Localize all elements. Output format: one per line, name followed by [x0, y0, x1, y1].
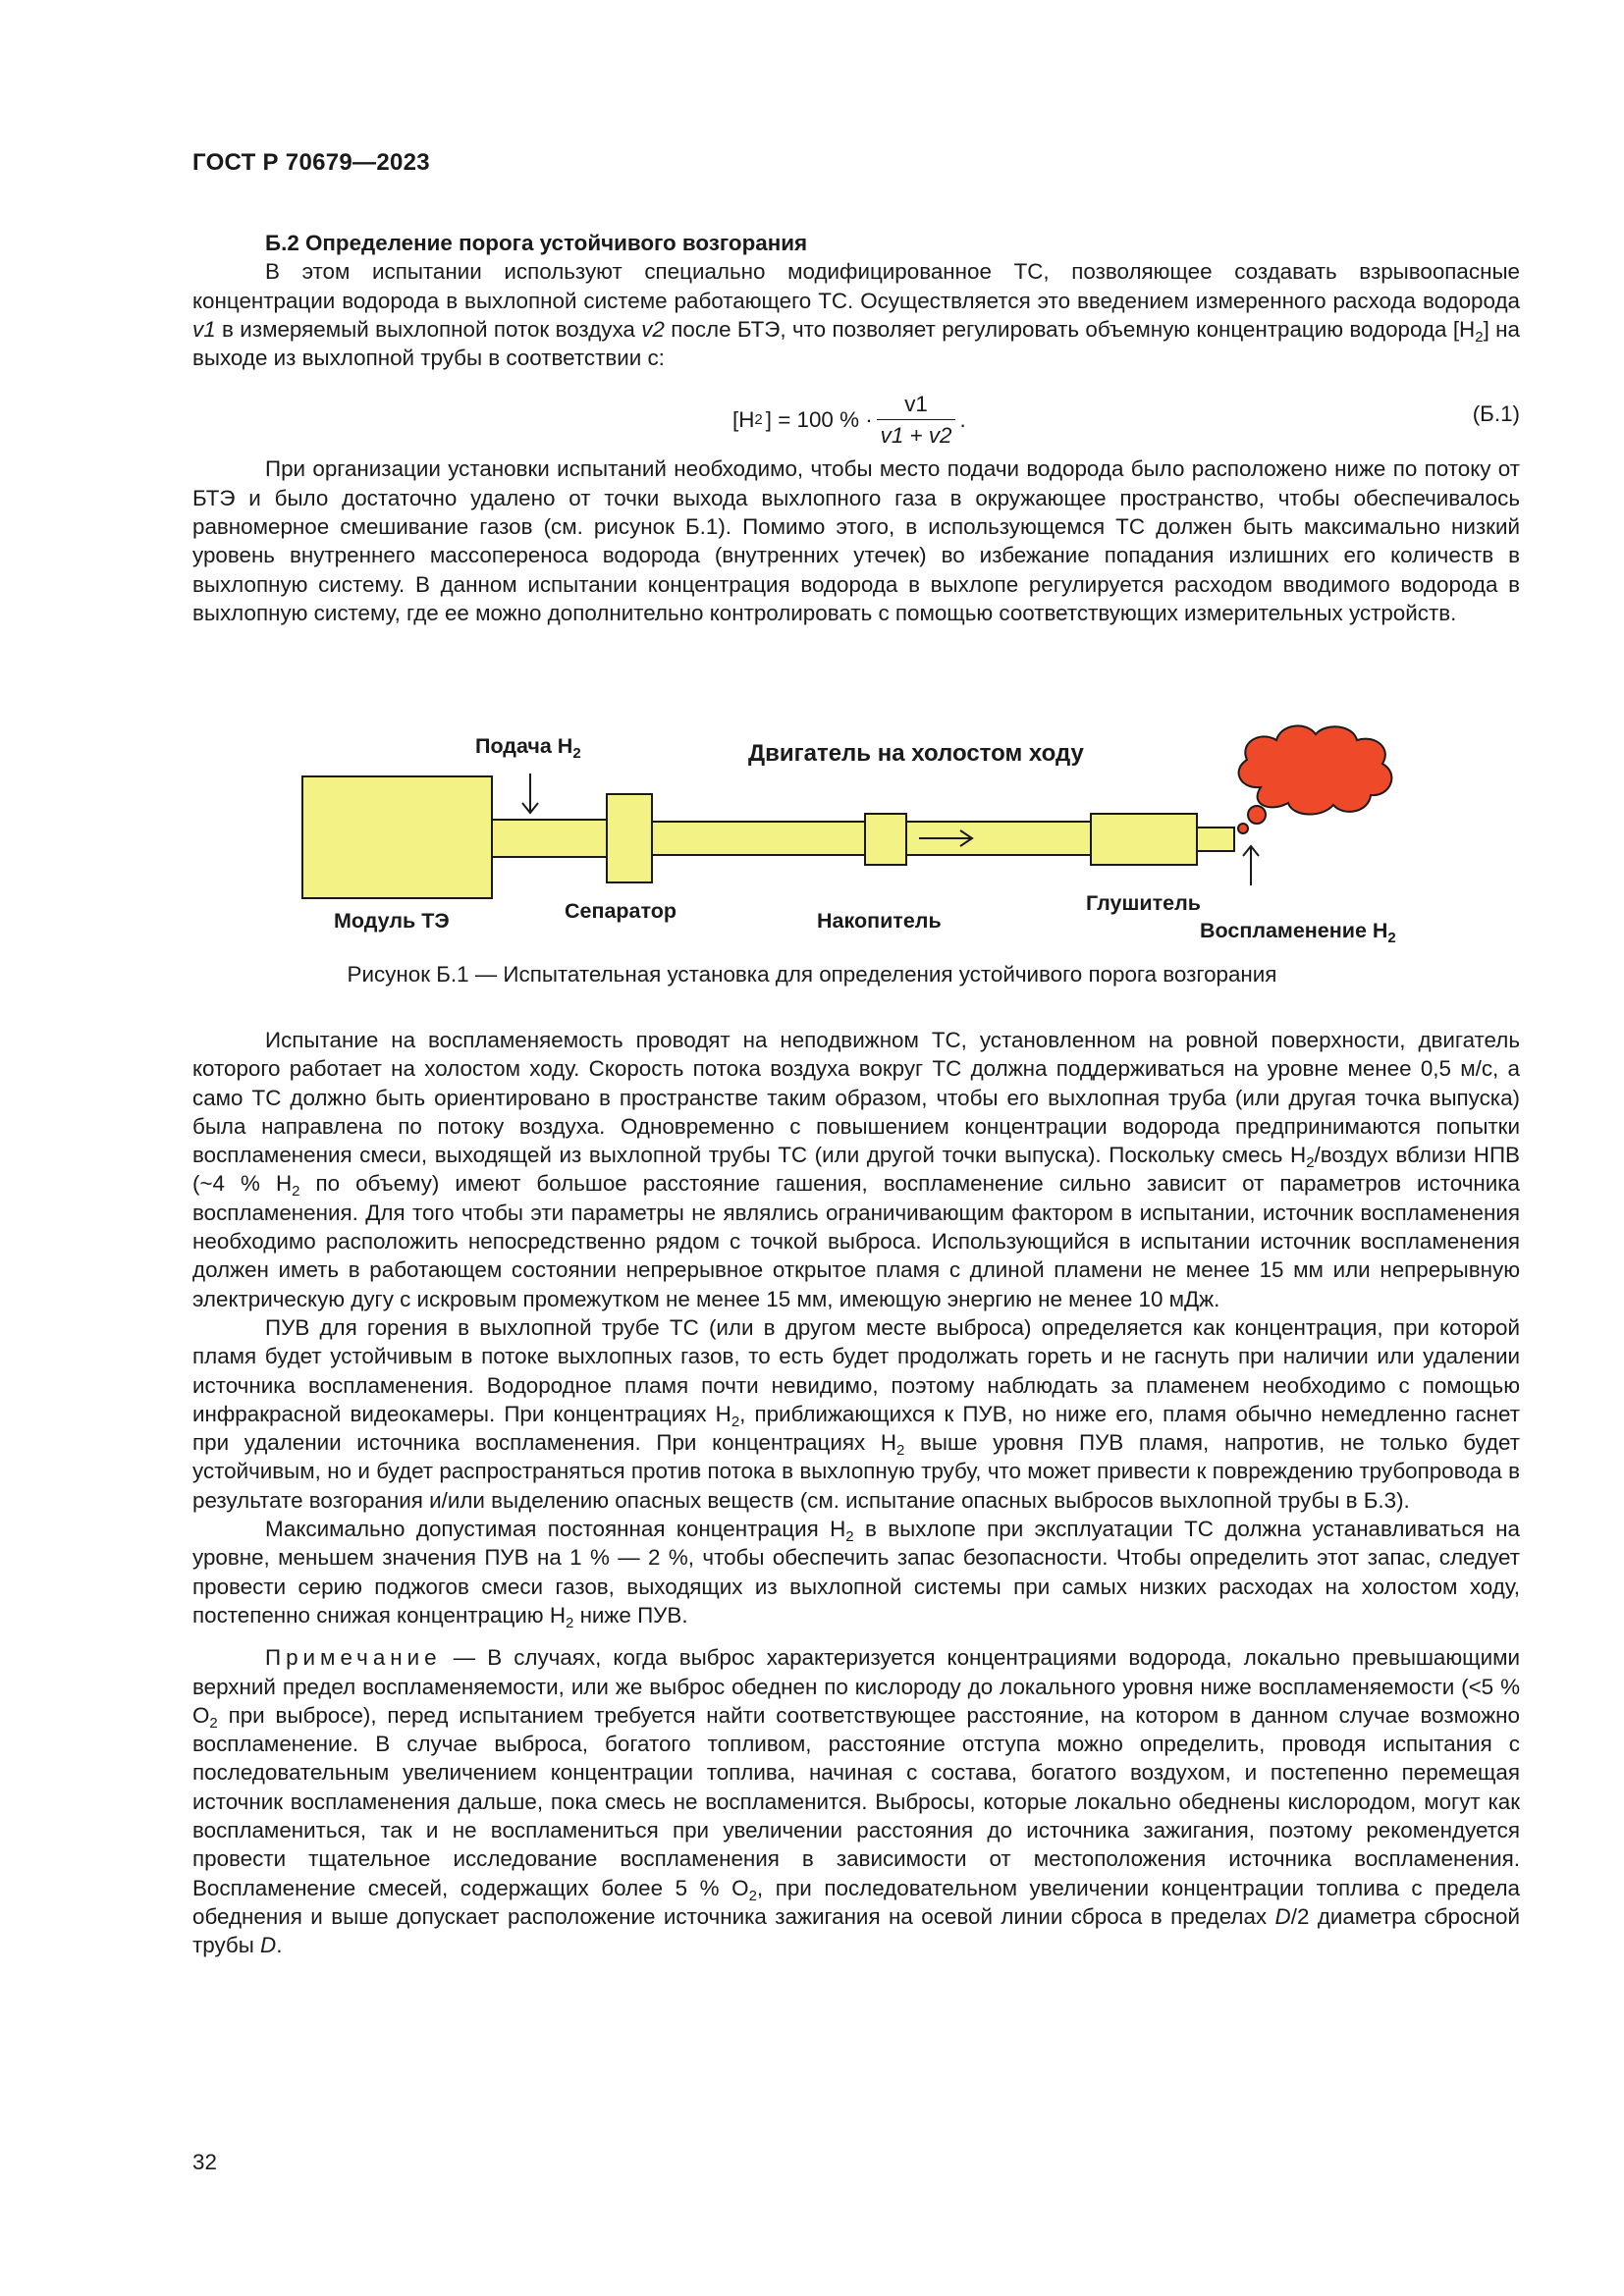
label-h2-supply: Подача $H_2$: [475, 734, 581, 762]
label-muffler: Глушитель: [1086, 891, 1201, 915]
formula-numerator: v1: [904, 392, 928, 417]
flame-cloud-icon: [1210, 719, 1406, 836]
main-text: [192, 1026, 1520, 1960]
note-label: Примечание: [265, 1645, 442, 1671]
flow-arrow-icon: [917, 827, 976, 850]
section-title: Б.2 Определение порога устойчивого возгорания: [265, 231, 808, 255]
ignition-arrow-icon: [1239, 842, 1263, 887]
formula-b1: [192, 386, 1520, 449]
supply-arrow-icon: [518, 772, 542, 817]
formula-denominator: v1 + v2: [877, 419, 956, 450]
figure-title: Двигатель на холостом ходу: [748, 740, 1084, 767]
formula-expression: [H 2 ] = 100 % · $\frac{v1}{v1 + v2}$ .: [732, 390, 966, 450]
muffler-block: [1090, 813, 1198, 866]
formula-fraction: [877, 390, 956, 450]
paragraph-note: Примечание — В случаях, когда выброс характеризуется концентрациями водорода, локально превышающими верхний предел воспламеняемости, или же выброс обеднен по кислороду до локального уровня ниже воспламеняемости (<5 % $O_2$ при выбросе), перед испытанием требуется найти соответствующее расстояние, на котором в данном случае возможно воспламенение. В случае выброса, богатого топливом, расстояние отступа можно определить, проводя испытания с последовательным увеличением концентрации топлива, начиная с состава, богатого воздухом, и постепенно перемещая источник воспламенения дальше, пока смесь не воспламенится. Выбросы, которые локально обеднены кислородом, могут как воспламениться, так и не воспламениться при увеличении расстояния до источника зажигания, поэтому рекомендуется провести тщательное исследование воспламенения в зависимости от местоположения источника воспламенения. Воспламенение смесей, содержащих более 5 % $O_2$, при последовательном увеличении концентрации топлива с предела обеднения и выше допускает расположение источника зажигания на осевой линии сброса в пределах D/2 диаметра сбросной трубы D.: [192, 1645, 1520, 1958]
figure-b1: [0, 715, 1624, 970]
paragraph-flammability-test: Испытание на воспламеняемость проводят на неподвижном ТС, установленном на ровной поверхности, двигатель которого работает на холостом ходу. Скорость потока воздуха вокруг ТС должна поддерживаться на уровне менее 0,5 м/с, а само ТС должно быть ориентировано в пространстве таким образом, чтобы его выхлопная труба (или другая точка выпуска) была направлена по потоку воздуха. Одновременно с повышением концентрации водорода предпринимаются попытки воспламенения смеси, выходящей из выхлопной трубы ТС (или другой точки выпуска). Поскольку смесь $H_2$/воздух вблизи НПВ (~4 % $H_2$ по объему) имеют большое расстояние гашения, воспламенение сильно зависит от параметров источника воспламенения. Для того чтобы эти параметры не являлись ограничивающим фактором в испытании, источник воспламенения необходимо расположить непосредственно рядом с точкой выброса. Использующийся в испытании источник воспламенения должен иметь в работающем состоянии непрерывное открытое пламя с длиной пламени не менее 15 мм или непрерывную электрическую дугу с искровым промежутком не менее 15 мм, имеющую энергию не менее 10 мДж.: [192, 1028, 1520, 1311]
figure-caption: Рисунок Б.1 — Испытательная установка для определения устойчивого порога возгорания: [347, 962, 1277, 987]
formula-number: (Б.1): [1472, 401, 1520, 427]
section-b2: [192, 229, 1520, 627]
page-number: 32: [192, 2150, 217, 2174]
label-separator: Сепаратор: [565, 899, 677, 923]
fuel-cell-module: [301, 775, 493, 899]
paragraph-setup: При организации установки испытаний необходимо, чтобы место подачи водорода было расположено ниже по потоку от БТЭ и было достаточно удалено от точки выхода выхлопного газа в окружающее пространство, чтобы обеспечивалось равномерное смешивание газов (см. рисунок Б.1). Помимо этого, в использующемся ТС должен быть максимально низкий уровень внутреннего массопереноса водорода (внутренних утечек) во избежание попадания излишних его количеств в выхлопную систему. В данном испытании концентрация водорода в выхлопе регулируется расходом вводимого водорода в выхлопную систему, где ее можно дополнительно контролировать с помощью соответствующих измерительных устройств.: [192, 456, 1520, 625]
pipe-separator-accumulator: [650, 821, 866, 856]
label-fuel-cell-module: Модуль ТЭ: [334, 909, 450, 933]
separator-block: [606, 793, 653, 883]
pipe-module-separator: [491, 819, 609, 858]
accumulator-block: [864, 813, 907, 866]
standard-header: ГОСТ Р 70679—2023: [192, 149, 430, 176]
label-ignition: Воспламенение $H_2$: [1200, 919, 1396, 946]
paragraph-intro: В этом испытании используют специально модифицированное ТС, позволяющее создавать взрывоопасные концентрации водорода в выхлопной системе работающего ТС. Осуществляется это введением измеренного расхода водорода v1 в измеряемый выхлопной поток воздуха v2 после БТЭ, что позволяет регулировать объемную концентрацию водорода $[H_2]$ на выходе из выхлопной трубы в соответствии с:: [192, 259, 1520, 371]
paragraph-puv: ПУВ для горения в выхлопной трубе ТС (или в другом месте выброса) определяется как концентрация, при которой пламя будет устойчивым в потоке выхлопных газов, то есть будет продолжать гореть и не гаснуть при наличии или удалении источника воспламенения. Водородное пламя почти невидимо, поэтому наблюдать за пламенем необходимо с помощью инфракрасной видеокамеры. При концентрациях $H_2$, приближающихся к ПУВ, но ниже его, пламя обычно немедленно гаснет при удалении источника воспламенения. При концентрациях $H_2$ выше уровня ПУВ пламя, напротив, не только будет устойчивым, но и будет распространяться против потока в выхлопную трубу, что может привести к повреждению трубопровода в результате возгорания и/или выделению опасных веществ (см. испытание опасных выбросов выхлопной трубы в Б.3).: [192, 1314, 1520, 1513]
paragraph-max-concentration: Максимально допустимая постоянная концентрация $H_2$ в выхлопе при эксплуатации ТС должна устанавливаться на уровне, меньшем значения ПУВ на 1 % — 2 %, чтобы обеспечить запас безопасности. Чтобы определить этот запас, следует провести серию поджогов смеси газов, выходящих из выхлопной системы при самых низких расходах на холостом ходу, постепенно снижая концентрацию $H_2$ ниже ПУВ.: [192, 1517, 1521, 1631]
label-accumulator: Накопитель: [817, 909, 942, 933]
